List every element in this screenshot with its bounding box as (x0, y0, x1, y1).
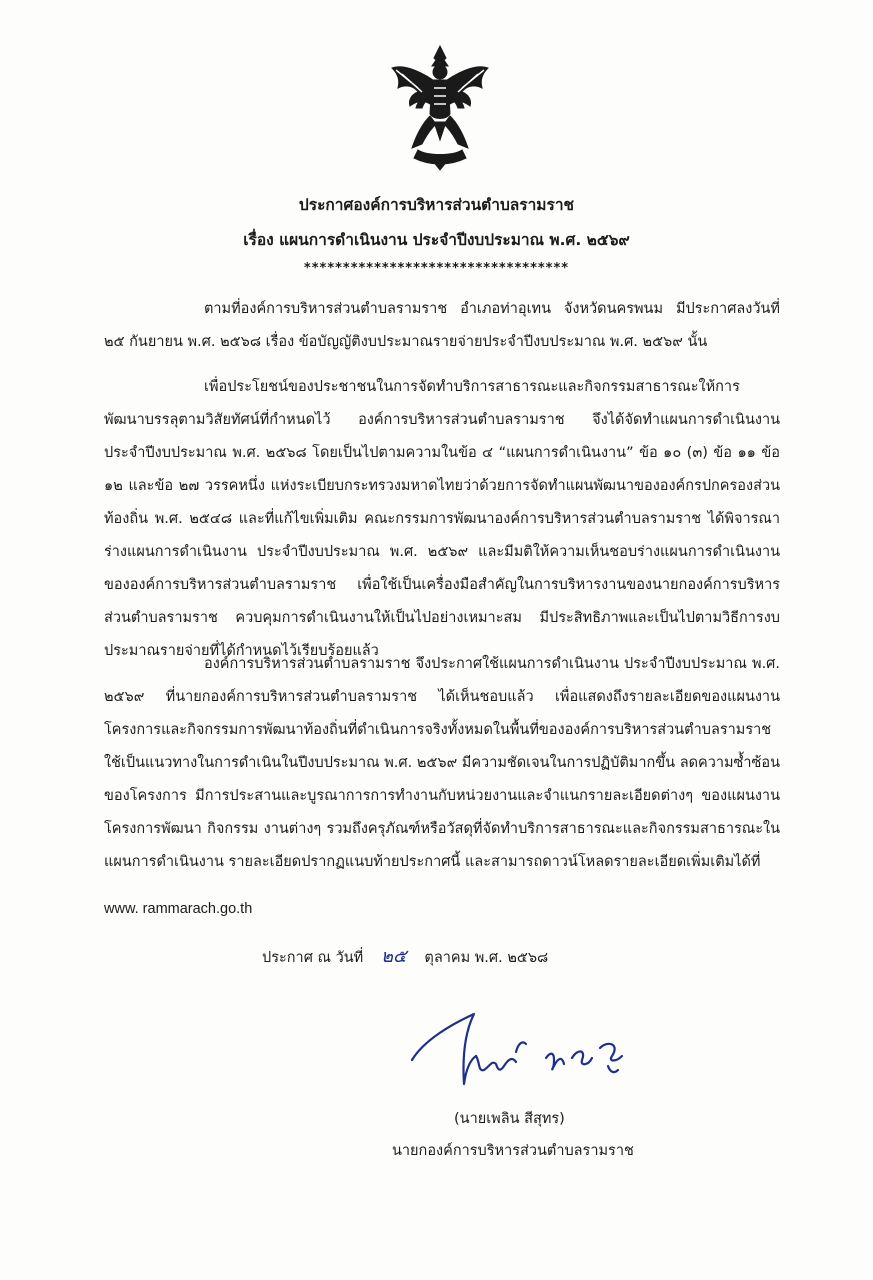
announcement-title: ประกาศองค์การบริหารส่วนตำบลรามราช (298, 196, 575, 214)
website-url: www. rammarach.go.th (104, 901, 253, 917)
garuda-emblem-icon (388, 44, 492, 172)
title-separator: ********************************** (303, 261, 570, 276)
date-line (262, 944, 548, 971)
date-prefix: ประกาศ ณ วันที่ (262, 950, 364, 966)
signer-name: (นายเพลิน สีสุทร) (454, 1111, 565, 1127)
handwritten-signature-icon (404, 1000, 644, 1096)
announcement-subject: เรื่อง แผนการดำเนินงาน ประจำปีงบประมาณ พ.ศ. ๒๕๖๙ (243, 231, 630, 249)
paragraph-3: องค์การบริหารส่วนตำบลรามราช จึงประกาศใช้แผนการดำเนินงาน ประจำปีงบประมาณ พ.ศ. ๒๕๖๙ ที่นายกองค์การบริหารส่วนตำบลรามราช ได้เห็นชอบแล้ว เพื่อแสดงถึงรายละเอียดของแผนงานโครงการและกิจกรรมการพัฒนาท้องถิ่นที่ดำเนินการจริงทั้งหมดในพื้นที่ขององค์การบริหารส่วนตำบลรามราช ใช้เป็นแนวทางในการดำเนินในปีงบประมาณ พ.ศ. ๒๕๖๙ มีความชัดเจนในการปฏิบัติมากขึ้น ลดความซ้ำซ้อนของโครงการ มีการประสานและบูรณาการการทำงานกับหน่วยงานและจำแนกรายละเอียดต่างๆ ของแผนงานโครงการพัฒนา กิจกรรม งานต่างๆ รวมถึงครุภัณฑ์หรือวัสดุที่จัดทำบริการสาธารณะและกิจกรรมสาธารณะในแผนการดำเนินงาน รายละเอียดปรากฏแนบท้ายประกาศนี้ และสามารถดาวน์โหลดรายละเอียดเพิ่มเติมได้ที่ (104, 656, 780, 870)
signer-position: นายกองค์การบริหารส่วนตำบลรามราช (392, 1143, 634, 1159)
paragraph-2: เพื่อประโยชน์ของประชาชนในการจัดทำบริการสาธารณะและกิจกรรมสาธารณะให้การพัฒนาบรรลุตามวิสัยทัศน์ที่กำหนดไว้ องค์การบริหารส่วนตำบลรามราช จึงได้จัดทำแผนการดำเนินงาน ประจำปีงบประมาณ พ.ศ. ๒๕๖๘ โดยเป็นไปตามความในข้อ ๔ “แผนการดำเนินงาน” ข้อ ๑๐ (๓) ข้อ ๑๑ ข้อ ๑๒ และข้อ ๒๗ วรรคหนึ่ง แห่งระเบียบกระทรวงมหาดไทยว่าด้วยการจัดทำแผนพัฒนาขององค์กรปกครองส่วนท้องถิ่น พ.ศ. ๒๕๔๘ และที่แก้ไขเพิ่มเติม คณะกรรมการพัฒนาองค์การบริหารส่วนตำบลรามราช ได้พิจารณาร่างแผนการดำเนินงาน ประจำปีงบประมาณ พ.ศ. ๒๕๖๙ และมีมติให้ความเห็นชอบร่างแผนการดำเนินงานขององค์การบริหารส่วนตำบลรามราช เพื่อใช้เป็นเครื่องมือสำคัญในการบริหารงานของนายกองค์การบริหารส่วนตำบลรามราช ควบคุมการดำเนินงานให้เป็นไปอย่างเหมาะสม มีประสิทธิภาพและเป็นไปตามวิธีการงบประมาณรายจ่ายที่ได้กำหนดไว้เรียบร้อยแล้ว (104, 379, 780, 659)
date-suffix: ตุลาคม พ.ศ. ๒๕๖๘ (424, 950, 549, 966)
paragraph-1: ตามที่องค์การบริหารส่วนตำบลรามราช อำเภอท่าอุเทน จังหวัดนครพนม มีประกาศลงวันที่ ๒๕ กันยายน พ.ศ. ๒๕๖๘ เรื่อง ข้อบัญญัติงบประมาณรายจ่ายประจำปีงบประมาณ พ.ศ. ๒๕๖๙ นั้น (104, 301, 780, 350)
date-day-handwritten: ๒๕ (381, 946, 407, 967)
